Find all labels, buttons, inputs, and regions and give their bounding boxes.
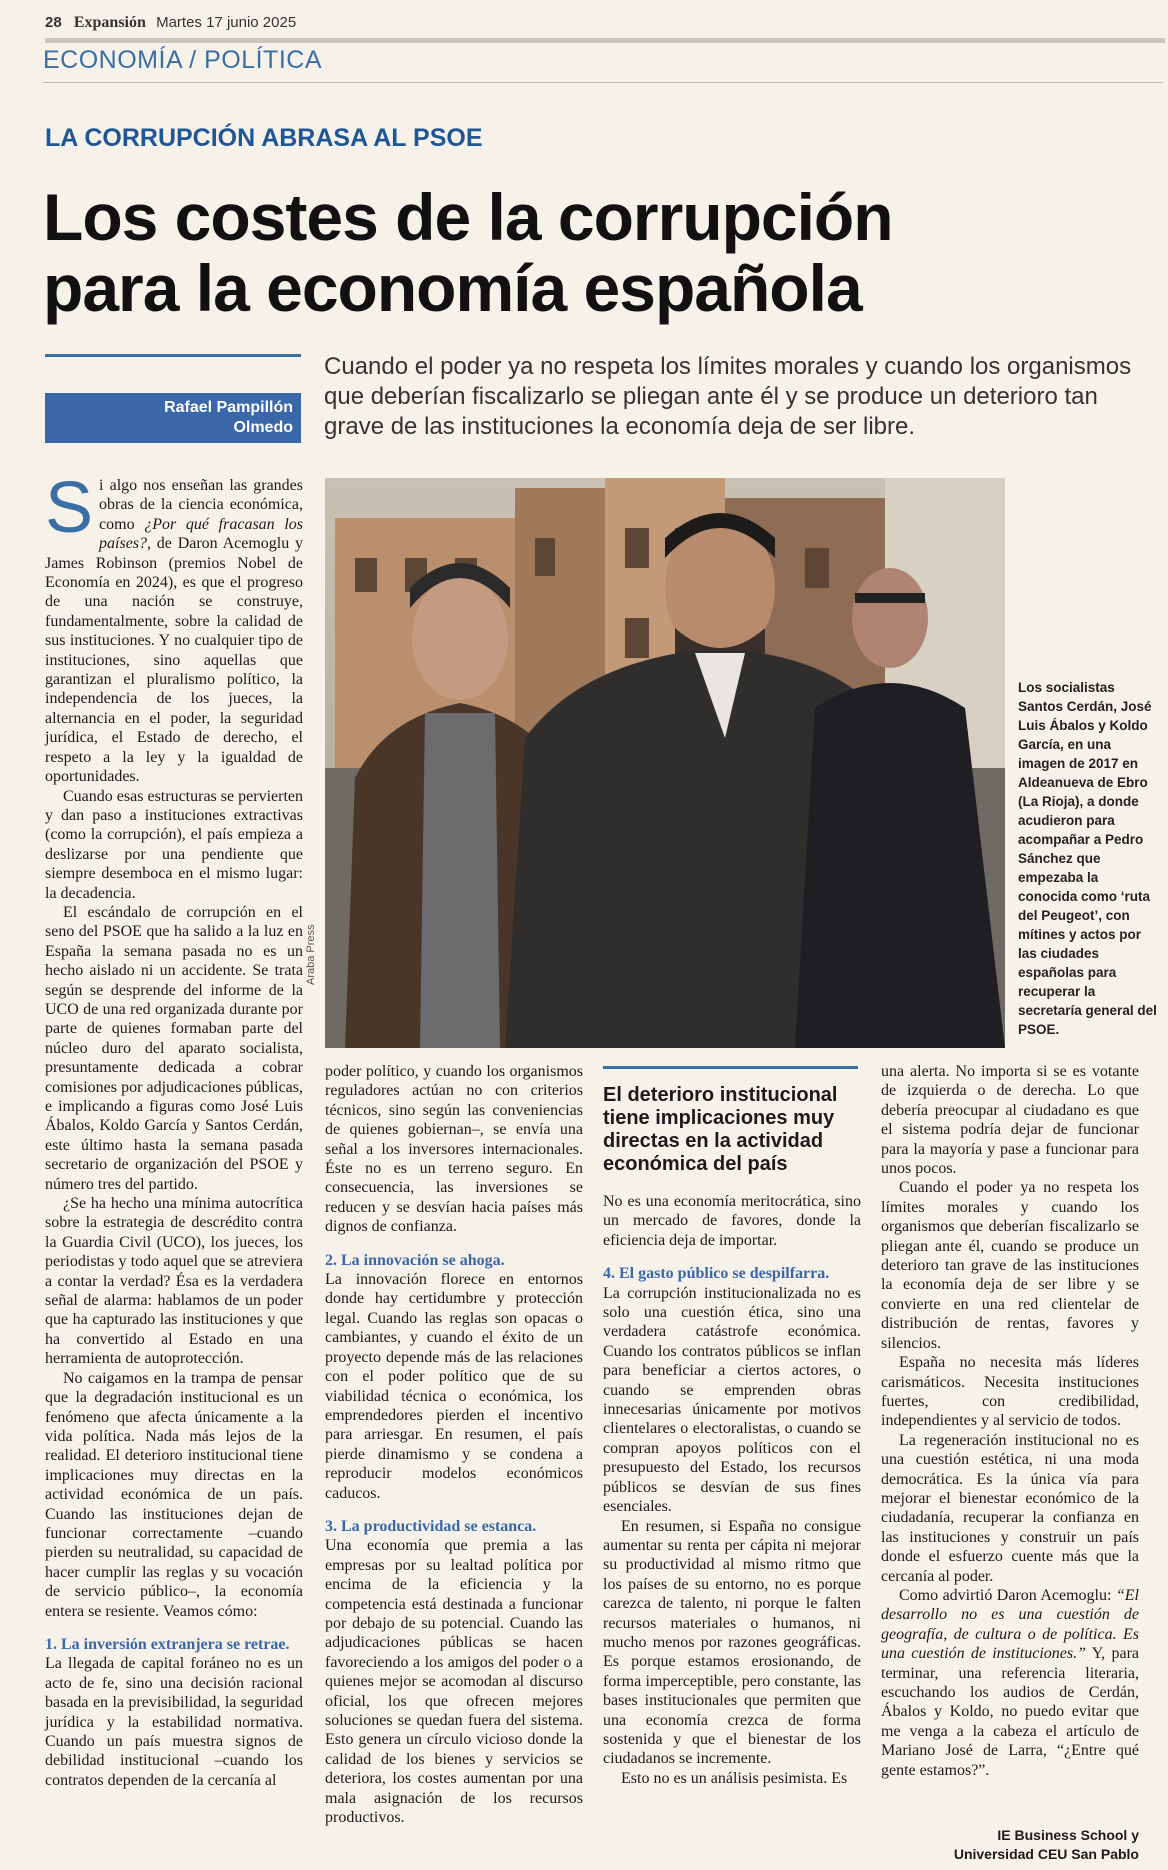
pull-quote: El deterioro institucional tiene implicaciones muy directas en la actividad económica del país [603, 1084, 838, 1175]
affiliation-line: IE Business School y [997, 1827, 1139, 1843]
masthead-rule [45, 38, 1165, 43]
publication-name: Expansión [73, 14, 146, 31]
headline-line: para la economía española [43, 251, 862, 325]
author-name: Olmedo [233, 419, 293, 436]
body-paragraph: No caigamos en la trampa de pensar que la degradación institucional es un fenómeno que afecta únicamente a la vida política. Nada más lejos de la realidad. El deterioro institucional tiene implicaciones muy directas en la actividad económica de un país. Cuando las instituciones dejan de funcionar correctamente –cuando pierden su neutralidad, su capacidad de hacer cumplir las reglas y su vocación de servicio público–, la economía entera se resiente. Veamos cómo: [45, 1369, 303, 1620]
body-column-2 [325, 1062, 583, 1827]
subhead: 4. El gasto público se despilfarra. [603, 1265, 830, 1283]
body-paragraph: poder político, y cuando los organismos reguladores actúan no con criterios técnicos, sino según las conveniencias de quienes gobiernan–, se envía una señal a los inversores internacionales. Éste no es un terreno seguro. En consecuencia, las inversiones se reducen y se desvían hacia países más dignos de confianza. [325, 1063, 583, 1236]
pull-quote-rule [603, 1066, 858, 1069]
author-affiliation [881, 1826, 1139, 1864]
photo-credit: Araba Press [305, 924, 317, 985]
text-run: i algo nos enseñan las grandes obras de la ciencia económica, como [99, 477, 303, 533]
body-paragraph: La llegada de capital foráneo no es un acto de fe, sino una decisión racional basada en la previsibilidad, la seguridad jurídica y la estabilidad normativa. Cuando un país muestra signos de debilidad institucional –cuando los contratos dependen de la cercanía al [45, 1655, 303, 1789]
kicker: LA CORRUPCIÓN ABRASA AL PSOE [45, 124, 483, 152]
photo-illustration [325, 478, 1005, 1048]
section-divider [43, 82, 1163, 83]
body-paragraph: El escándalo de corrupción en el seno del PSOE que ha salido a la luz en España la semana pasada no es un hecho aislado ni un accidente. Se trata según se desprende del informe de la UCO de una red organizada durante por parte de quienes formaban parte del núcleo duro del aparato socialista, presuntamente dedicada a cobrar comisiones por adjudicaciones públicas, e implicando a figuras como José Luis Ábalos, Koldo García y Santos Cerdán, este último hasta la semana pasada secretario de organización del PSOE y número tres del partido. [45, 903, 303, 1193]
subhead: 3. La productividad se estanca. [325, 1517, 537, 1535]
byline [45, 393, 301, 438]
body-paragraph: Esto no es un análisis pesimista. Es [621, 1769, 848, 1787]
author-name: Rafael Pampillón [164, 399, 293, 416]
article-photo [325, 478, 1005, 1048]
book-title: ¿Por qué fracasan los países? [99, 515, 304, 553]
body-paragraph: Cuando el poder ya no respeta los límites morales y cuando los organismos que deberían fiscalizarlo se pliegan ante él, cuando se produce un deterioro tan grave de las instituciones la economía deja de ser libre y se convierte en una red clientelar de distribución de rentas, favores y silencios. [881, 1179, 1139, 1352]
photo-caption: Los socialistas Santos Cerdán, José Luis Ábalos y Koldo García, en una imagen de 2017 en Aldeanueva de Ebro (La Rioja), a donde acudieron para acompañar a Pedro Sánchez que empezaba la conocida como ‘ruta del Peugeot’, con mítines y actos por las ciudades españolas para recuperar la secretaría general del PSOE. [1018, 680, 1157, 1037]
page-number: 28 [45, 14, 62, 31]
body-paragraph [45, 468, 304, 787]
body-column-3 [603, 1192, 861, 1788]
body-paragraph: La innovación florece en entornos donde hay certidumbre y protección legal. Cuando las reglas son opacas o cambiantes, y cuando el éxito de un proyecto depende más de las relaciones con el poder político que de su viabilidad técnica o económica, los emprendedores pierden el incentivo para arriesgar. En resumen, el país pierde dinamismo y se condena a reproducir modelos económicos caducos. [325, 1271, 583, 1502]
headline-line: Los costes de la corrupción [43, 180, 893, 254]
body-paragraph: España no necesita más líderes carismáticos. Necesita instituciones fuertes, con credibilidad, independientes y al servicio de todos. [881, 1354, 1139, 1430]
body-paragraph: una alerta. No importa si se es votante de izquierda o de derecha. Lo que debería preocupar al ciudadano es que el sistema podría dejar de funcionar para la mayoría y pase a funcionar para unos pocos. [881, 1063, 1139, 1178]
affiliation-line: Universidad CEU San Pablo [953, 1846, 1139, 1862]
masthead-bar [45, 14, 1165, 50]
subhead: 1. La inversión extranjera se retrae. [45, 1635, 290, 1653]
body-column-4 [881, 1062, 1139, 1780]
body-paragraph: La corrupción institucionalizada no es solo una cuestión ética, sino una verdadera catástrofe económica. Cuando los contratos públicos se inflan para beneficiar a ciertos actores, o cuando se emprenden obras innecesarias únicamente por motivos clientelares o electoralistas, o cuando se compran apoyos políticos con el presupuesto del Estado, los recursos públicos se desvían de sus fines esenciales. [603, 1284, 861, 1516]
section-label: ECONOMÍA / POLÍTICA [43, 46, 322, 74]
body-paragraph: La regeneración institucional no es una cuestión estética, ni una moda democrática. Es la única vía para mejorar el bienestar económico de la ciudadanía, recuperar la confianza en las instituciones y construir un país donde el esfuerzo cuente más que la cercanía al poder. [881, 1431, 1139, 1585]
body-paragraph: Cuando esas estructuras se pervierten y dan paso a instituciones extractivas (como la corrupción), el país empieza a deslizarse por una pendiente que siempre desemboca en el mismo lugar: la decadencia. [45, 787, 303, 902]
body-paragraph: No es una economía meritocrática, sino un mercado de favores, donde la eficiencia deja de importar. [603, 1193, 861, 1249]
quote: “El desarrollo no es una cuestión de geografía, de cultura o de política. Es una cuestión de instituciones.” [881, 1586, 1139, 1663]
subhead: 2. La innovación se ahoga. [325, 1251, 505, 1269]
text-run: Como advirtió Daron Acemoglu: [899, 1586, 1116, 1604]
headline [43, 182, 1143, 324]
body-column-1 [45, 468, 304, 1790]
body-paragraph: En resumen, si España no consigue aumentar su renta per cápita ni mejorar su productividad al mismo ritmo que los países de su entorno, no es porque carezca de talento, ni porque le falten recursos materiales o humanos, ni mucho menos por razones geográficas. Es porque estamos erosionando, de forma imperceptible, pero constante, las bases institucionales que permiten que una economía crezca de forma sostenida y que el bienestar de los ciudadanos se incremente. [603, 1517, 861, 1768]
body-paragraph [881, 1586, 1139, 1780]
byline-box [45, 393, 301, 443]
drop-cap: S [45, 468, 94, 548]
author-rule [45, 354, 301, 357]
text-run: Y, para terminar, una referencia literaria, escuchando los audios de Cerdán, Ábalos y Koldo, no puedo evitar que me venga a la cabeza el artículo de Mariano José de Larra, “¿Entre qué gente estamos?”. [881, 1645, 1140, 1779]
issue-date: Martes 17 junio 2025 [156, 14, 297, 31]
text-run: , de Daron Acemoglu y James Robinson (premios Nobel de Economía en 2024), es que el progreso de una nación se construye, fundamentalmente, sobre la calidad de sus instituciones. Y no cualquier tipo de instituciones, sino aquellas que garantizan el pluralismo político, la independencia de los jueces, la alternancia en el poder, la seguridad jurídica, el Estado de derecho, el respeto a la ley y la igualdad de oportunidades. [45, 535, 303, 786]
body-paragraph: ¿Se ha hecho una mínima autocrítica sobre la estrategia de descrédito contra la Guardia Civil (UCO), los jueces, los periodistas y todo aquel que se atreviera a contar la verdad? Ésa es la verdadera señal de alarma: hablamos de un poder que ha capturado las instituciones y que ha convertido al Estado en una herramienta de autoprotección. [45, 1195, 303, 1368]
standfirst: Cuando el poder ya no respeta los límites morales y cuando los organismos que deberían fiscalizarlo se pliegan ante él y se produce un deterioro tan grave de las instituciones la economía deja de ser libre. [324, 353, 1132, 440]
body-paragraph: Una economía que premia a las empresas por su lealtad política por encima de la eficiencia y la competencia está destinada a funcionar por debajo de su potencial. Cuando las adjudicaciones públicas se hacen favoreciendo a los amigos del poder o a quienes mejor se acomodan al discurso oficial, los que ofrecen mejores soluciones se quedan fuera del sistema. Esto genera un círculo vicioso donde la calidad de los bienes y servicios se deteriora, los costes aumentan por una mala asignación de los recursos productivos. [325, 1537, 583, 1827]
